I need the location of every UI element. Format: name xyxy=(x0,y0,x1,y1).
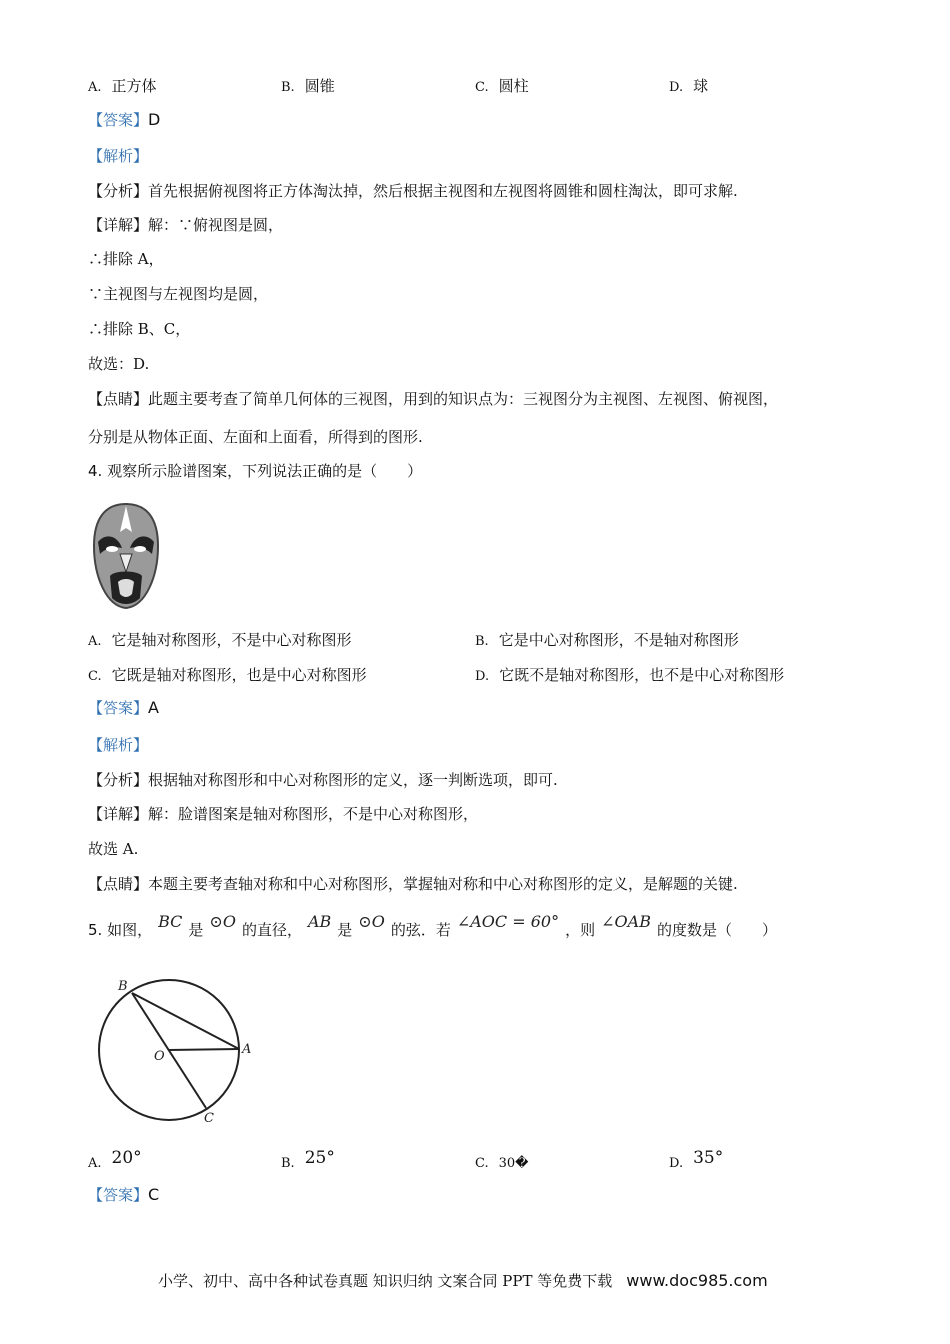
q3-option-a: A. 正方体 xyxy=(88,77,157,95)
q4-choose: 故选 A. xyxy=(88,840,139,858)
q4-option-c: C. 它既是轴对称图形，也是中心对称图形 xyxy=(88,666,367,684)
q4-stem: 4. 观察所示脸谱图案，下列说法正确的是（ ） xyxy=(88,462,423,480)
label-a: A xyxy=(242,1042,252,1057)
q3-detail-line: ∴排除 B、C， xyxy=(88,320,191,338)
q4-fenxi: 【分析】根据轴对称图形和中心对称图形的定义，逐一判断选项，即可. xyxy=(88,771,558,789)
q3-detail-line: ∵主视图与左视图均是圆， xyxy=(88,285,269,303)
label-o: O xyxy=(154,1049,165,1064)
q5-answer: 【答案】C xyxy=(88,1185,160,1204)
q3-detail: 【详解】解：∵俯视图是圆， xyxy=(88,216,284,234)
q3-option-c: C. 圆柱 xyxy=(475,77,529,95)
q3-choose: 故选：D. xyxy=(88,355,150,373)
footer-url[interactable]: www.doc985.com xyxy=(626,1271,768,1290)
q3-detail-line: ∴排除 A， xyxy=(88,250,164,268)
q3-comment: 【点睛】此题主要考查了简单几何体的三视图，用到的知识点为：三视图分为主视图、左视图、俯视图， xyxy=(88,390,779,408)
footer-text: 小学、初中、高中各种试卷真题 知识归纳 文案合同 PPT 等免费下载 xyxy=(158,1272,613,1290)
label-b: B xyxy=(118,979,128,994)
q3-comment-cont: 分别是从物体正面、左面和上面看，所得到的图形. xyxy=(88,428,423,446)
q3-analysis-heading: 【解析】 xyxy=(88,147,149,165)
q4-comment: 【点睛】本题主要考查轴对称和中心对称图形，掌握轴对称和中心对称图形的定义，是解题的关键. xyxy=(88,875,738,893)
q3-fenxi: 【分析】首先根据俯视图将正方体淘汰掉，然后根据主视图和左视图将圆锥和圆柱淘汰，即可求解. xyxy=(88,182,738,200)
q3-option-d: D. 球 xyxy=(669,77,709,95)
q3-option-b: B. 圆锥 xyxy=(281,77,335,95)
q4-answer: 【答案】A xyxy=(88,698,159,717)
q5-option-d: D. 35° xyxy=(669,1148,724,1171)
q4-detail: 【详解】解：脸谱图案是轴对称图形，不是中心对称图形， xyxy=(88,805,479,823)
q5-option-a: A. 20° xyxy=(88,1148,142,1171)
q4-analysis-heading: 【解析】 xyxy=(88,736,149,754)
page-footer xyxy=(158,1270,768,1291)
q4-option-a: A. 它是轴对称图形，不是中心对称图形 xyxy=(88,631,352,649)
circle-geometry-figure xyxy=(90,972,270,1132)
q5-option-b: B. 25° xyxy=(281,1148,335,1171)
q4-option-d: D. 它既不是轴对称图形，也不是中心对称图形 xyxy=(475,666,785,684)
opera-mask-image xyxy=(90,502,162,610)
q5-stem: 5. 如图， BC 是 ⊙O 的直径， AB 是 ⊙O 的弦．若 ∠AOC = 60° ，则 ∠OAB 的度数是（ ） xyxy=(88,912,777,939)
radius-oa xyxy=(169,1049,239,1050)
label-c: C xyxy=(204,1111,214,1126)
q3-answer: 【答案】D xyxy=(88,110,161,129)
q5-option-c: C. 30� xyxy=(475,1156,529,1171)
q4-option-b: B. 它是中心对称图形，不是轴对称图形 xyxy=(475,631,739,649)
chord-ab xyxy=(132,993,239,1049)
